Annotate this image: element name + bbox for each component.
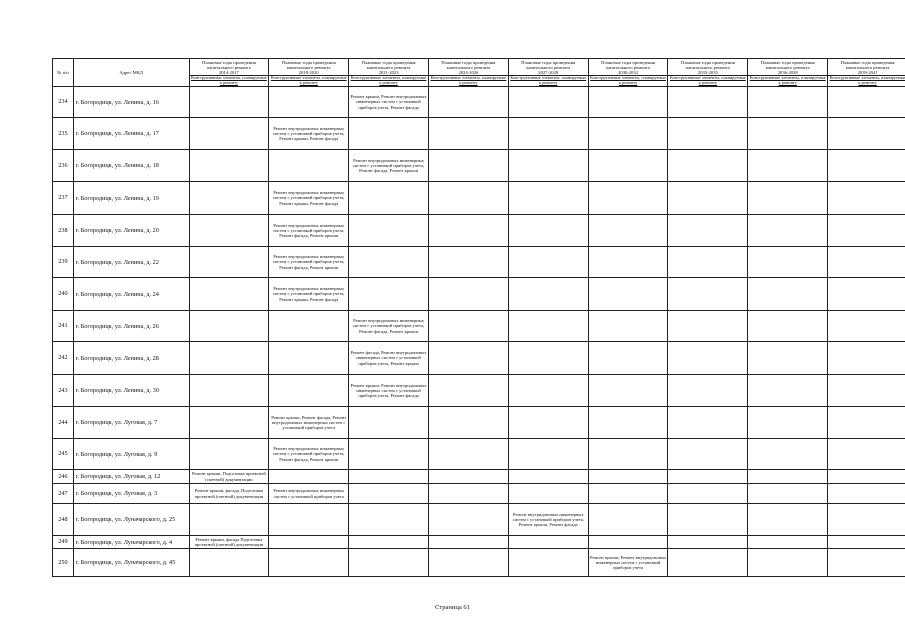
subheader-cell: Конструктивные элементы, планируемые к ремонту	[349, 76, 429, 87]
period-header: Плановые годы проведения капитального ремонта 2014-2017	[189, 59, 269, 76]
table-row	[53, 278, 905, 311]
repair-works-cell	[588, 215, 668, 247]
row-number: 250	[53, 549, 74, 577]
repair-works-cell	[189, 504, 269, 536]
repair-works-cell	[349, 247, 429, 278]
repair-works-cell	[668, 342, 748, 375]
repair-works-cell	[189, 278, 269, 311]
repair-works-cell	[349, 470, 429, 484]
repair-works-cell	[828, 549, 905, 577]
row-number: 243	[53, 375, 74, 407]
repair-works-cell	[828, 536, 905, 549]
repair-works-cell: Ремонт внутридомовых инженерных систем с установкой приборов учета, Ремонт крыши, Ремонт фасада	[269, 278, 349, 311]
repair-works-cell	[748, 439, 828, 470]
row-number: 235	[53, 118, 74, 150]
repair-works-cell	[828, 407, 905, 439]
row-address: г. Богородицк, ул. Ленина, д. 16	[73, 87, 189, 118]
repair-works-cell	[668, 278, 748, 311]
repair-works-cell: Ремонт крыши, фасада Подготовка проектной (сметной) документации	[189, 536, 269, 549]
table-row	[53, 407, 905, 439]
repair-works-cell: Ремонт внутридомовых инженерных систем с установкой приборов учета, Ремонт крыши, Ремонт фасада	[508, 504, 588, 536]
table-row	[53, 118, 905, 150]
repair-works-cell: Ремонт внутридомовых инженерных систем с установкой приборов учета, Ремонт фасада, Ремонт крыши	[269, 215, 349, 247]
repair-works-cell: Ремонт фасада, Ремонт внутридомовых инженерных систем с установкой приборов учета, Ремонт крыши	[349, 342, 429, 375]
row-number: 238	[53, 215, 74, 247]
table-row	[53, 215, 905, 247]
repair-works-cell	[508, 150, 588, 182]
repair-works-cell	[588, 118, 668, 150]
repair-works-cell	[588, 536, 668, 549]
subheader-cell: Конструктивные элементы, планируемые к ремонту	[588, 76, 668, 87]
repair-works-cell	[428, 342, 508, 375]
row-address: г. Богородицк, ул. Луначарского, д. 25	[73, 504, 189, 536]
repair-works-cell	[668, 247, 748, 278]
table-row	[53, 504, 905, 536]
repair-works-cell	[508, 536, 588, 549]
repair-works-cell	[508, 484, 588, 504]
repair-works-cell	[748, 247, 828, 278]
repair-works-cell: Ремонт крыши, фасада, Подготовка проектной (сметной) документации	[189, 484, 269, 504]
repair-works-cell: Ремонт крыши, Ремонт фасада, Ремонт внутридомовых инженерных систем с установкой приборов учета	[269, 407, 349, 439]
repair-works-cell	[508, 311, 588, 342]
repair-works-cell	[189, 407, 269, 439]
table-row	[53, 182, 905, 215]
period-header: Плановые годы проведения капитального ремонта 2021-2023	[349, 59, 429, 76]
repair-works-cell	[588, 470, 668, 484]
repair-works-cell	[508, 342, 588, 375]
repair-works-cell	[668, 118, 748, 150]
repair-works-cell	[668, 439, 748, 470]
repair-works-cell	[588, 407, 668, 439]
num-header: № п/п	[53, 59, 74, 87]
repair-works-cell	[508, 247, 588, 278]
period-header: Плановые годы проведения капитального ремонта 2027-2029	[508, 59, 588, 76]
repair-works-cell	[748, 375, 828, 407]
repair-works-cell	[189, 87, 269, 118]
repair-works-cell	[428, 215, 508, 247]
repair-works-cell	[428, 150, 508, 182]
repair-works-cell	[428, 87, 508, 118]
repair-works-cell	[748, 549, 828, 577]
repair-works-cell	[349, 504, 429, 536]
repair-works-cell	[508, 439, 588, 470]
repair-works-cell	[428, 311, 508, 342]
repair-works-cell	[349, 278, 429, 311]
repair-works-cell	[748, 278, 828, 311]
repair-works-cell	[828, 247, 905, 278]
repair-works-cell	[349, 118, 429, 150]
repair-works-cell: Ремонт крыши, Ремонт внутридомовых инженерных систем с установкой приборов учета, Ремонт фасада	[349, 375, 429, 407]
address-header: Адрес МКД	[73, 59, 189, 87]
repair-works-cell	[828, 504, 905, 536]
subheader-cell: Конструктивные элементы, планируемые к ремонту	[668, 76, 748, 87]
table-row	[53, 484, 905, 504]
repair-works-cell: Ремонт внутридомовых инженерных систем с установкой приборов учета, Ремонт крыши, Ремонт фасада	[269, 118, 349, 150]
repair-works-cell	[428, 484, 508, 504]
repair-works-cell	[668, 407, 748, 439]
row-number: 237	[53, 182, 74, 215]
row-number: 236	[53, 150, 74, 182]
capital-repair-table	[52, 58, 905, 577]
repair-works-cell	[349, 215, 429, 247]
period-header: Плановые годы проведения капитального ремонта 2030-2032	[588, 59, 668, 76]
repair-works-cell	[428, 278, 508, 311]
row-number: 234	[53, 87, 74, 118]
repair-works-cell: Ремонт внутридомовых инженерных систем с установкой приборов учета, Ремонт фасада, Ремонт крыши	[349, 311, 429, 342]
repair-works-cell	[588, 504, 668, 536]
repair-works-cell	[828, 278, 905, 311]
row-address: г. Богородицк, ул. Ленина, д. 20	[73, 215, 189, 247]
repair-works-cell	[668, 470, 748, 484]
row-address: г. Богородицк, ул. Ленина, д. 18	[73, 150, 189, 182]
table-row	[53, 311, 905, 342]
subheader-cell: Конструктивные элементы, планируемые к ремонту	[828, 76, 905, 87]
row-number: 249	[53, 536, 74, 549]
repair-works-cell	[189, 549, 269, 577]
repair-works-cell	[828, 311, 905, 342]
table-body	[53, 87, 905, 577]
repair-works-cell	[508, 407, 588, 439]
repair-works-cell	[269, 311, 349, 342]
row-address: г. Богородицк, ул. Луговая, д. 12	[73, 470, 189, 484]
repair-works-cell	[828, 182, 905, 215]
repair-works-cell	[189, 342, 269, 375]
repair-works-cell	[269, 342, 349, 375]
repair-works-cell	[828, 118, 905, 150]
period-header: Плановые годы проведения капитального ремонта 2024-2026	[428, 59, 508, 76]
subheader-cell: Конструктивные элементы, планируемые к ремонту	[269, 76, 349, 87]
repair-works-cell	[349, 536, 429, 549]
row-address: г. Богородицк, ул. Луговая, д. 7	[73, 407, 189, 439]
repair-works-cell	[508, 87, 588, 118]
repair-works-cell	[428, 375, 508, 407]
row-number: 246	[53, 470, 74, 484]
repair-works-cell	[269, 549, 349, 577]
row-address: г. Богородицк, ул. Ленина, д. 19	[73, 182, 189, 215]
repair-works-cell	[508, 118, 588, 150]
repair-works-cell	[668, 375, 748, 407]
row-number: 241	[53, 311, 74, 342]
repair-works-cell	[748, 87, 828, 118]
repair-works-cell	[828, 439, 905, 470]
repair-works-cell	[748, 118, 828, 150]
repair-works-cell	[748, 504, 828, 536]
repair-works-cell	[189, 439, 269, 470]
row-address: г. Богородицк, ул. Луначарского, д. 45	[73, 549, 189, 577]
repair-works-cell	[828, 150, 905, 182]
repair-works-cell	[269, 536, 349, 549]
repair-works-cell	[668, 150, 748, 182]
table-row	[53, 470, 905, 484]
repair-works-cell	[588, 439, 668, 470]
repair-works-cell	[748, 150, 828, 182]
table-row	[53, 549, 905, 577]
repair-works-cell	[748, 407, 828, 439]
repair-works-cell	[189, 375, 269, 407]
repair-works-cell	[828, 215, 905, 247]
table-row	[53, 87, 905, 118]
table-row	[53, 375, 905, 407]
repair-works-cell	[428, 407, 508, 439]
row-number: 242	[53, 342, 74, 375]
repair-works-cell	[428, 470, 508, 484]
row-number: 239	[53, 247, 74, 278]
repair-works-cell	[668, 215, 748, 247]
repair-works-cell	[588, 247, 668, 278]
repair-works-cell	[668, 504, 748, 536]
repair-works-cell: Ремонт крыши, Ремонт внутридомовых инженерных систем с установкой приборов учета	[588, 549, 668, 577]
repair-works-cell	[189, 311, 269, 342]
repair-works-cell	[588, 375, 668, 407]
repair-works-cell	[668, 87, 748, 118]
row-number: 240	[53, 278, 74, 311]
repair-works-cell	[748, 342, 828, 375]
repair-works-cell	[668, 484, 748, 504]
table-row	[53, 247, 905, 278]
repair-works-cell	[508, 182, 588, 215]
period-header: Плановые годы проведения капитального ремонта 2033-2035	[668, 59, 748, 76]
repair-works-cell	[828, 484, 905, 504]
period-header: Плановые годы проведения капитального ремонта 2039-2041	[828, 59, 905, 76]
repair-works-cell	[428, 247, 508, 278]
repair-works-cell	[428, 439, 508, 470]
row-address: г. Богородицк, ул. Луначарского, д. 4	[73, 536, 189, 549]
repair-works-cell	[748, 484, 828, 504]
repair-works-cell	[428, 549, 508, 577]
table-row	[53, 150, 905, 182]
repair-works-cell: Ремонт внутридомовых инженерных систем с установкой приборов учета, Ремонт фасада, Ремонт крыши	[269, 247, 349, 278]
repair-works-cell	[828, 375, 905, 407]
row-number: 244	[53, 407, 74, 439]
repair-works-cell	[508, 278, 588, 311]
repair-works-cell	[269, 375, 349, 407]
row-address: г. Богородицк, ул. Луговая, д. 3	[73, 484, 189, 504]
table-row	[53, 439, 905, 470]
repair-works-cell	[668, 311, 748, 342]
row-number: 245	[53, 439, 74, 470]
repair-works-cell	[828, 470, 905, 484]
repair-works-cell	[189, 150, 269, 182]
repair-works-cell: Ремонт внутридомовых инженерных систем с установкой приборов учета, Ремонт фасада, Ремонт крыши	[349, 150, 429, 182]
row-address: г. Богородицк, ул. Ленина, д. 22	[73, 247, 189, 278]
repair-works-cell	[269, 150, 349, 182]
repair-works-cell	[428, 536, 508, 549]
repair-works-cell: Ремонт внутридомовых инженерных систем с установкой приборов учета	[269, 484, 349, 504]
repair-works-cell	[428, 182, 508, 215]
repair-works-cell	[508, 215, 588, 247]
row-address: г. Богородицк, ул. Ленина, д. 26	[73, 311, 189, 342]
repair-works-cell	[588, 278, 668, 311]
repair-works-cell	[349, 439, 429, 470]
repair-works-cell	[588, 87, 668, 118]
row-number: 248	[53, 504, 74, 536]
subheader-cell: Конструктивные элементы, планируемые к ремонту	[428, 76, 508, 87]
repair-works-cell	[189, 118, 269, 150]
repair-works-cell	[508, 470, 588, 484]
repair-works-cell	[349, 484, 429, 504]
table-row	[53, 342, 905, 375]
repair-works-cell	[748, 470, 828, 484]
row-address: г. Богородицк, ул. Луговая, д. 9	[73, 439, 189, 470]
repair-works-cell	[748, 536, 828, 549]
repair-works-cell	[588, 182, 668, 215]
subheader-cell: Конструктивные элементы, планируемые к ремонту	[748, 76, 828, 87]
repair-works-cell: Ремонт внутридомовых инженерных систем с установкой приборов учета, Ремонт фасада, Ремонт крыши	[269, 439, 349, 470]
repair-works-cell	[748, 215, 828, 247]
repair-works-cell	[588, 342, 668, 375]
repair-works-cell: Ремонт крыши, Подготовка проектной (сметной) документации	[189, 470, 269, 484]
repair-works-cell	[269, 470, 349, 484]
repair-works-cell	[428, 504, 508, 536]
page-number: Страница 61	[435, 604, 470, 611]
table-row	[53, 536, 905, 549]
repair-works-cell	[428, 118, 508, 150]
repair-works-cell	[668, 536, 748, 549]
repair-works-cell	[349, 549, 429, 577]
row-address: г. Богородицк, ул. Ленина, д. 28	[73, 342, 189, 375]
row-address: г. Богородицк, ул. Ленина, д. 30	[73, 375, 189, 407]
repair-works-cell	[269, 87, 349, 118]
row-address: г. Богородицк, ул. Ленина, д. 17	[73, 118, 189, 150]
repair-works-cell	[189, 215, 269, 247]
repair-works-cell	[588, 311, 668, 342]
repair-works-cell	[668, 549, 748, 577]
period-header: Плановые годы проведения капитального ремонта 2018-2020	[269, 59, 349, 76]
repair-works-cell	[349, 182, 429, 215]
subheader-cell: Конструктивные элементы, планируемые к ремонту	[508, 76, 588, 87]
repair-works-cell	[508, 375, 588, 407]
repair-works-cell	[508, 549, 588, 577]
repair-works-cell: Ремонт крыши, Ремонт внутридомовых инженерных систем с установкой приборов учета, Ремонт фасада	[349, 87, 429, 118]
repair-works-cell	[828, 342, 905, 375]
repair-works-cell	[189, 182, 269, 215]
period-header: Плановые годы проведения капитального ремонта 2036-2038	[748, 59, 828, 76]
row-address: г. Богородицк, ул. Ленина, д. 24	[73, 278, 189, 311]
repair-works-cell	[588, 150, 668, 182]
header-row	[53, 59, 905, 76]
row-number: 247	[53, 484, 74, 504]
repair-works-cell	[748, 182, 828, 215]
repair-works-cell	[269, 504, 349, 536]
repair-works-cell: Ремонт внутридомовых инженерных систем с установкой приборов учета, Ремонт крыши, Ремонт фасада	[269, 182, 349, 215]
repair-works-cell	[588, 484, 668, 504]
repair-works-cell	[668, 182, 748, 215]
repair-works-cell	[349, 407, 429, 439]
repair-works-cell	[189, 247, 269, 278]
repair-works-cell	[828, 87, 905, 118]
repair-works-cell	[748, 311, 828, 342]
subheader-cell: Конструктивные элементы, планируемые к ремонту	[189, 76, 269, 87]
